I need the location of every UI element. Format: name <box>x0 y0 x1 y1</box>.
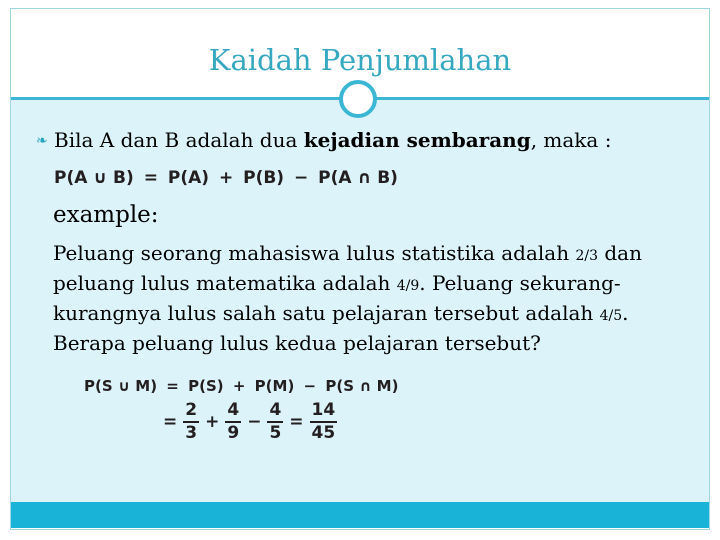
fraction-result <box>310 402 338 442</box>
solution-eq: = <box>166 377 179 395</box>
solution-minus: − <box>303 377 317 395</box>
footer-bar <box>11 502 709 528</box>
bullet-text-bold: kejadian sembarang <box>303 128 531 152</box>
solution-calculation <box>160 402 340 442</box>
fraction-result-denominator: 45 <box>311 423 336 443</box>
solution-term2: P(M) <box>254 377 295 395</box>
formula-general <box>54 168 398 188</box>
problem-part2: dan peluang lulus matematika adalah <box>53 241 642 295</box>
formula-term1: P(A) <box>167 168 210 188</box>
problem-part3: . Peluang sekurang-kurangnya lulus salah satu pelajaran tersebut adalah <box>53 271 621 325</box>
calc-op1: + <box>205 412 220 432</box>
problem-frac2: 4/9 <box>396 278 420 294</box>
problem-paragraph <box>53 240 693 357</box>
formula-term3: P(A ∩ B) <box>318 168 398 188</box>
fraction-2 <box>225 402 241 442</box>
fraction-3-numerator: 4 <box>267 402 283 423</box>
formula-solution <box>84 377 398 395</box>
fraction-1 <box>183 402 199 442</box>
problem-part1: Peluang seorang mahasiswa lulus statistika adalah <box>53 241 576 265</box>
solution-lhs: P(S ∪ M) <box>84 377 158 395</box>
fraction-3-denominator: 5 <box>269 423 282 443</box>
formula-term2: P(B) <box>243 168 285 188</box>
bullet-icon: ❧ <box>36 133 48 149</box>
fraction-1-numerator: 2 <box>183 402 199 423</box>
formula-lhs: P(A ∪ B) <box>54 168 134 188</box>
calc-eq2: = <box>289 412 304 432</box>
formula-eq: = <box>143 168 158 188</box>
formula-plus: + <box>218 168 234 188</box>
ring-ornament-icon <box>339 80 377 118</box>
solution-plus: + <box>232 377 246 395</box>
fraction-3 <box>267 402 283 442</box>
bullet-statement <box>36 128 611 152</box>
slide-title: Kaidah Penjumlahan <box>208 43 512 77</box>
problem-frac1: 2/3 <box>575 248 598 264</box>
solution-term1: P(S) <box>188 377 224 395</box>
example-label: example: <box>53 202 159 228</box>
problem-part4: . Berapa peluang lulus kedua pelajaran tersebut? <box>53 301 629 355</box>
bullet-text-before: Bila A dan B adalah dua <box>54 128 304 152</box>
calc-op2: − <box>247 412 262 432</box>
fraction-1-denominator: 3 <box>185 423 198 443</box>
fraction-2-denominator: 9 <box>227 423 240 443</box>
formula-minus: − <box>294 168 309 188</box>
fraction-2-numerator: 4 <box>225 402 241 423</box>
solution-term3: P(S ∩ M) <box>325 377 399 395</box>
bullet-text-after: , maka : <box>530 128 612 152</box>
problem-frac3: 4/5 <box>599 308 623 324</box>
fraction-result-numerator: 14 <box>310 402 338 423</box>
calc-eq1: = <box>163 412 178 432</box>
